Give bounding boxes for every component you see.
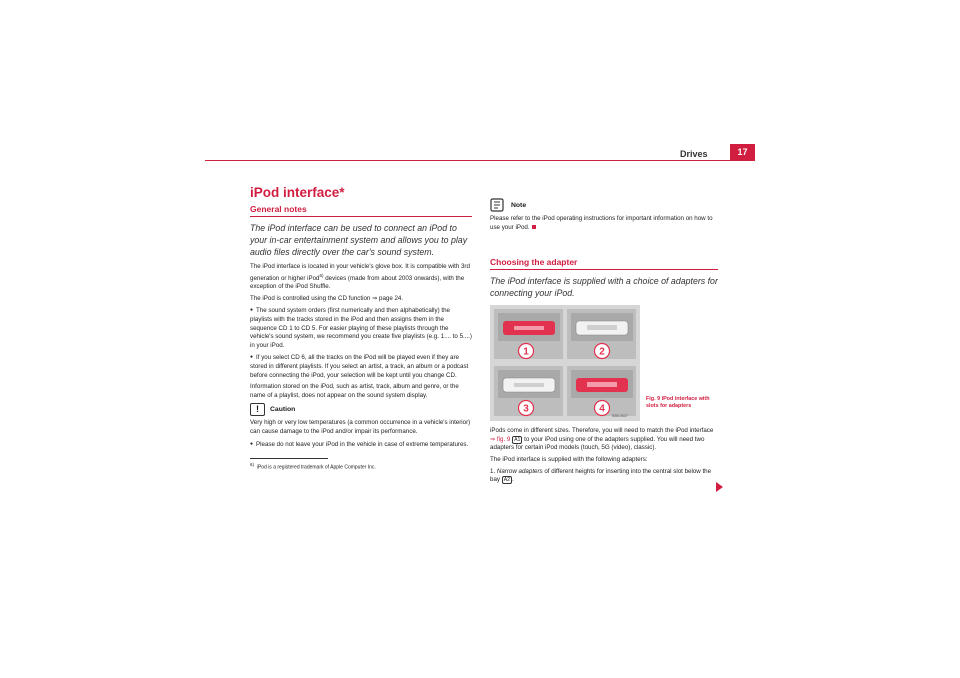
callout-1-label: 1 [523, 346, 529, 358]
paragraph-control: The iPod is controlled using the CD function ⇒ page 24. [250, 294, 404, 302]
callout-badge-a1: A1 [514, 436, 521, 443]
left-column [250, 185, 472, 472]
section-heading-general-notes: General notes [250, 204, 472, 217]
bullet-playlists: ● The sound system orders (first numerically and then alphabetically) the playlists with the tracks stored in the iPod and then assigns them in the sequence CD 1 to CD 5. For easier playing of these playlists through the vehicle's sound system, we recommend you create five playlists (e.g. 1.... to 5....) in your iPod. [250, 306, 472, 350]
paragraph-compatibility: The iPod interface is located in your vehicle's glove box. It is compatible with 3rd generation or higher iPod$^{6)}$ devices (made from about 2003 onwards), with the exception of the iPod Shuffle. [250, 263, 470, 291]
paragraph-display: Information stored on the iPod, such as artist, track, album and genre, or the name of a playlist, does not appear on the sound system display. [250, 383, 459, 399]
footnote-ref: 6) [319, 272, 324, 278]
lead-text: The iPod interface can be used to connect an iPod to your in-car entertainment system and allows you to play audio files directly over the car's sound system. [250, 223, 468, 257]
adapter-lead-text: The iPod interface is supplied with a choice of adapters for connecting your iPod. [490, 276, 718, 299]
callout-3-label: 3 [523, 403, 529, 415]
continue-arrow-icon [716, 482, 723, 492]
section-heading-adapter: Choosing the adapter [490, 257, 718, 270]
ipod-interface-figure [490, 305, 640, 421]
section-title: Drives [680, 149, 708, 159]
callout-4-label: 4 [599, 403, 605, 415]
header-rule [205, 160, 755, 161]
paragraph-supplied: The iPod interface is supplied with the following adapters: [490, 455, 648, 463]
footnote: $^{6)}$ iPod is a registered trademark of Apple Computer Inc. [250, 462, 376, 471]
caution-bullet: ● Please do not leave your iPod in the vehicle in case of extreme temperatures. [250, 440, 472, 450]
bullet-cd6: ● If you select CD 6, all the tracks on the iPod will be played even if they are stored in different playlists. If you select an artist, a track, an album or a podcast before connecting the iPod, your selection will be kept until you change CD. [250, 353, 472, 380]
note-text: Please refer to the iPod operating instructions for important information on how to use your iPod. [490, 215, 713, 231]
callout-2-label: 2 [599, 346, 605, 358]
end-marker-icon [532, 225, 536, 229]
caution-text: Very high or very low temperatures (a common occurrence in a vehicle's interior) can cause damage to the iPod and/or impair its performance. [250, 419, 471, 435]
figure-code: B3B-0537 [612, 414, 628, 419]
note-heading: Note [490, 198, 718, 212]
footnote-rule [250, 458, 328, 459]
figure-caption: Fig. 9 iPod interface with slots for adapters [646, 396, 710, 410]
page-number: 17 [730, 144, 755, 161]
figure-row [490, 305, 718, 421]
exclamation-warning-icon: ! [250, 403, 265, 416]
chapter-title: iPod interface* [250, 185, 345, 200]
paragraph-narrow-adapters: 1. Narrow adapters of different heights for inserting into the central slot below the bay A2 . [490, 467, 712, 484]
right-column [490, 196, 718, 488]
caution-heading: ! Caution [250, 403, 472, 416]
notepad-icon [490, 198, 506, 212]
paragraph-sizes: iPods come in different sizes. Therefore, you will need to match the iPod interface ⇒ fig. 9 A1 to your iPod using one of the adapters supplied. You will need two adapters for certain iPod models (touch, 5G (video), classic). [490, 427, 714, 452]
callout-badge-a2: A2 [503, 477, 511, 484]
figure-link[interactable]: ⇒ fig. 9 [490, 435, 511, 443]
